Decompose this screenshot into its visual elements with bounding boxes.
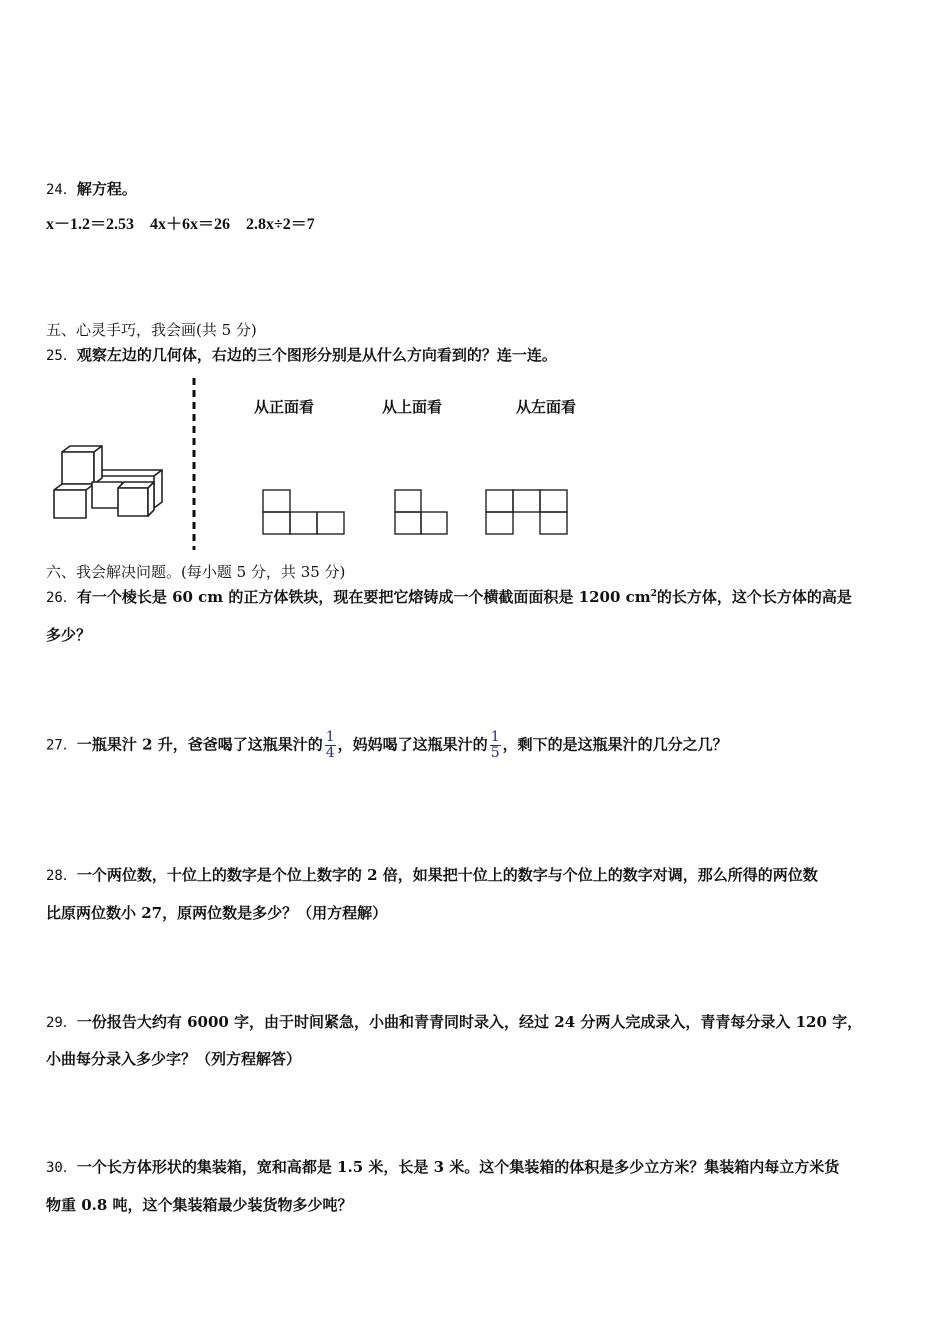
- q27-text-a: 一瓶果汁 2 升，爸爸喝了这瓶果汁的: [76, 735, 323, 754]
- section6-title: 六、我会解决问题。(每小题 5 分，共 35 分): [46, 563, 346, 581]
- q26-text-a: 有一个棱长是 60 cm 的正方体铁块，现在要把它熔铸成一个横截面面积是 1200 cm: [76, 588, 651, 606]
- q24-number: 24．: [46, 182, 77, 198]
- q28-number: 28．: [46, 868, 77, 884]
- q26-number: 26．: [46, 590, 77, 606]
- q25-number: 25．: [46, 348, 77, 364]
- section5-title: 五、心灵手巧，我会画(共 5 分): [46, 321, 257, 339]
- fraction-one-quarter: [325, 730, 336, 761]
- fraction-one-fifth: [490, 730, 501, 761]
- q28-line2: 比原两位数小 27，原两位数是多少？（用方程解）: [46, 904, 388, 922]
- q26-line2: 多少？: [46, 626, 92, 644]
- view-shape-c: [485, 489, 569, 537]
- q26-line1: [46, 586, 852, 607]
- q28-text-a: 一个两位数，十位上的数字是个位上数字的 2 倍，如果把十位上的数字与个位上的数字对调，那么所得的两位数: [76, 866, 818, 884]
- q26-superscript: 2: [650, 589, 657, 599]
- left-view-label: 从左面看: [516, 398, 577, 416]
- q25-heading: [46, 344, 557, 365]
- q29-text-a: 一份报告大约有 6000 字，由于时间紧急，小曲和青青同时录入，经过 24 分两人完成录入，青青每分录入 120 字，: [76, 1013, 863, 1031]
- frac2-numerator: 1: [490, 729, 500, 745]
- q25-text: 观察左边的几何体，右边的三个图形分别是从什么方向看到的？连一连。: [76, 346, 557, 364]
- q24-heading: [46, 178, 137, 199]
- view-shape-b: [394, 489, 450, 537]
- frac2-denominator: 5: [490, 745, 500, 761]
- frac1-numerator: 1: [325, 729, 335, 745]
- frac1-denominator: 4: [325, 745, 335, 761]
- q27-text-b: ，妈妈喝了这瓶果汁的: [337, 735, 488, 754]
- q30-number: 30．: [46, 1160, 77, 1176]
- q30-line2: 物重 0.8 吨，这个集装箱最少装货物多少吨？: [46, 1196, 353, 1214]
- dashed-divider: [190, 378, 198, 550]
- q29-line1: [46, 1011, 862, 1032]
- q27-text-c: ，剩下的是这瓶果汁的几分之几？: [502, 735, 728, 754]
- q26-text-b: 的长方体，这个长方体的高是: [656, 588, 852, 606]
- q30-line1: [46, 1156, 839, 1177]
- cube-solid-figure: [48, 444, 170, 520]
- q24-equations: x－1.2＝2.53 4x＋6x＝26 2.8x÷2＝7: [46, 216, 315, 233]
- view-shape-a: [262, 489, 346, 537]
- front-view-label: 从正面看: [254, 398, 315, 416]
- q24-text: 解方程。: [76, 180, 137, 198]
- q27-number: 27．: [46, 737, 77, 754]
- top-view-label: 从上面看: [382, 398, 443, 416]
- q30-text-a: 一个长方体形状的集装箱，宽和高都是 1.5 米，长是 3 米。这个集装箱的体积是多少立方米？集装箱内每立方米货: [76, 1158, 840, 1176]
- q29-line2: 小曲每分录入多少字？（列方程解答）: [46, 1050, 302, 1068]
- q28-line1: [46, 864, 818, 885]
- q29-number: 29．: [46, 1015, 77, 1031]
- q27-line: [46, 730, 728, 761]
